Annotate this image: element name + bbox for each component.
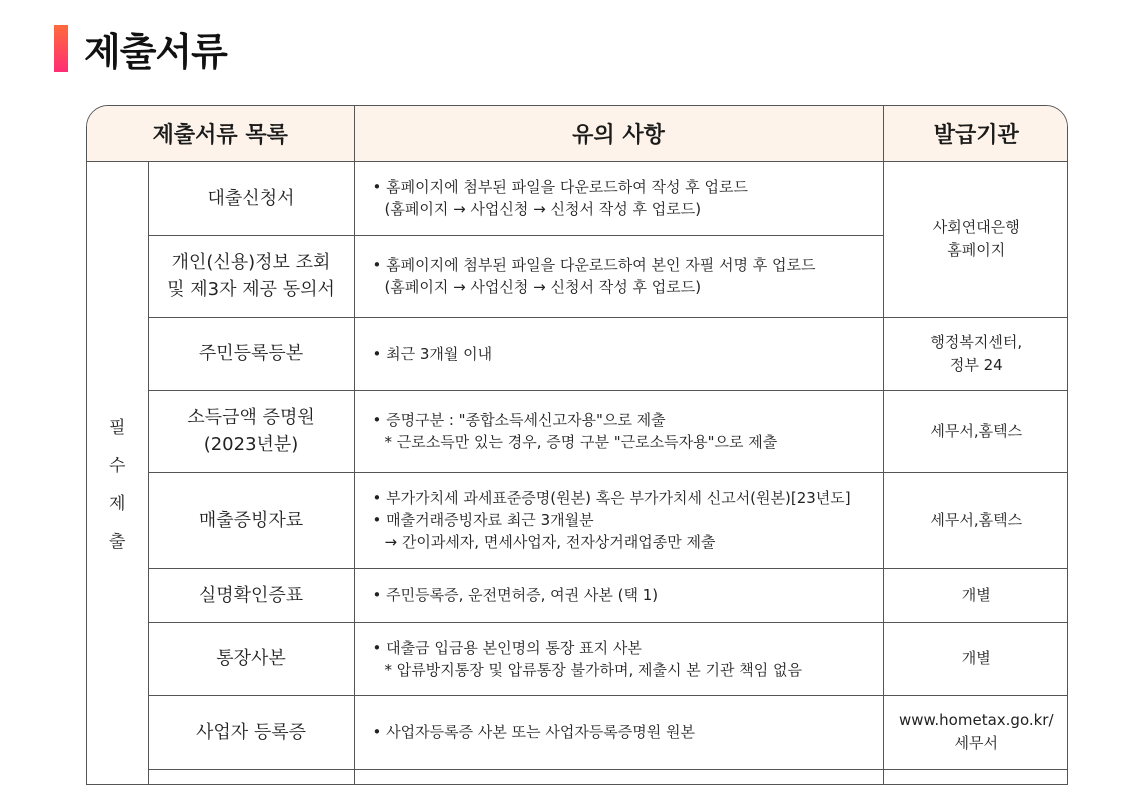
doc-notes: • 홈페이지에 첨부된 파일을 다운로드하여 본인 자필 서명 후 업로드 (홈페이지 → 사업신청 → 신청서 작성 후 업로드) bbox=[354, 235, 883, 317]
doc-name bbox=[148, 769, 354, 785]
doc-notes: • 최근 3개월 이내 bbox=[354, 317, 883, 390]
issuer: 세무서,홈텍스 bbox=[883, 390, 1068, 472]
doc-name: 사업자 등록증 bbox=[148, 695, 354, 769]
issuer: 개별 bbox=[883, 568, 1068, 622]
table-row bbox=[87, 568, 1068, 622]
table-row bbox=[87, 472, 1068, 568]
doc-name: 실명확인증표 bbox=[148, 568, 354, 622]
table-row bbox=[87, 390, 1068, 472]
table-row bbox=[87, 161, 1068, 235]
header-documents: 제출서류 목록 bbox=[87, 106, 354, 161]
issuer: 개별 bbox=[883, 622, 1068, 695]
doc-name: 통장사본 bbox=[148, 622, 354, 695]
page-title: 제출서류 bbox=[84, 29, 227, 74]
issuer: 사회연대은행 홈페이지 bbox=[883, 161, 1068, 317]
issuer: 행정복지센터, 정부 24 bbox=[883, 317, 1068, 390]
category-char: 제 bbox=[109, 494, 126, 514]
issuer: 세무서,홈텍스 bbox=[883, 472, 1068, 568]
doc-notes bbox=[354, 769, 883, 785]
doc-name: 개인(신용)정보 조회 및 제3자 제공 동의서 bbox=[148, 235, 354, 317]
doc-name: 주민등록등본 bbox=[148, 317, 354, 390]
doc-notes: • 부가가치세 과세표준증명(원본) 혹은 부가가치세 신고서(원본)[23년도] • 매출거래증빙자료 최근 3개월분 → 간이과세자, 면세사업자, 전자상거래업종만 제출 bbox=[354, 472, 883, 568]
category-char: 필 bbox=[109, 418, 126, 438]
table-header-row bbox=[87, 106, 1068, 161]
issuer: www.hometax.go.kr/ 세무서 bbox=[883, 695, 1068, 769]
doc-notes: • 홈페이지에 첨부된 파일을 다운로드하여 작성 후 업로드 (홈페이지 → 사업신청 → 신청서 작성 후 업로드) bbox=[354, 161, 883, 235]
issuer bbox=[883, 769, 1068, 785]
header-notes: 유의 사항 bbox=[354, 106, 883, 161]
table-row bbox=[87, 622, 1068, 695]
accent-bar bbox=[54, 25, 68, 72]
doc-notes: • 주민등록증, 운전면허증, 여권 사본 (택 1) bbox=[354, 568, 883, 622]
doc-name: 매출증빙자료 bbox=[148, 472, 354, 568]
documents-table-container bbox=[86, 105, 1068, 785]
doc-notes: • 사업자등록증 사본 또는 사업자등록증명원 원본 bbox=[354, 695, 883, 769]
category-char: 수 bbox=[109, 456, 126, 476]
doc-notes: • 대출금 입금용 본인명의 통장 표지 사본 * 압류방지통장 및 압류통장 불가하며, 제출시 본 기관 책임 없음 bbox=[354, 622, 883, 695]
category-char: 출 bbox=[109, 532, 126, 552]
category-required bbox=[87, 161, 148, 785]
documents-table bbox=[87, 106, 1068, 785]
table-row bbox=[87, 317, 1068, 390]
doc-name: 소득금액 증명원 (2023년분) bbox=[148, 390, 354, 472]
header-issuer: 발급기관 bbox=[883, 106, 1068, 161]
doc-name: 대출신청서 bbox=[148, 161, 354, 235]
table-row bbox=[87, 695, 1068, 769]
table-row bbox=[87, 769, 1068, 785]
page-title-block bbox=[54, 22, 227, 74]
doc-notes: • 증명구분 : "종합소득세신고자용"으로 제출 * 근로소득만 있는 경우, 증명 구분 "근로소득자용"으로 제출 bbox=[354, 390, 883, 472]
